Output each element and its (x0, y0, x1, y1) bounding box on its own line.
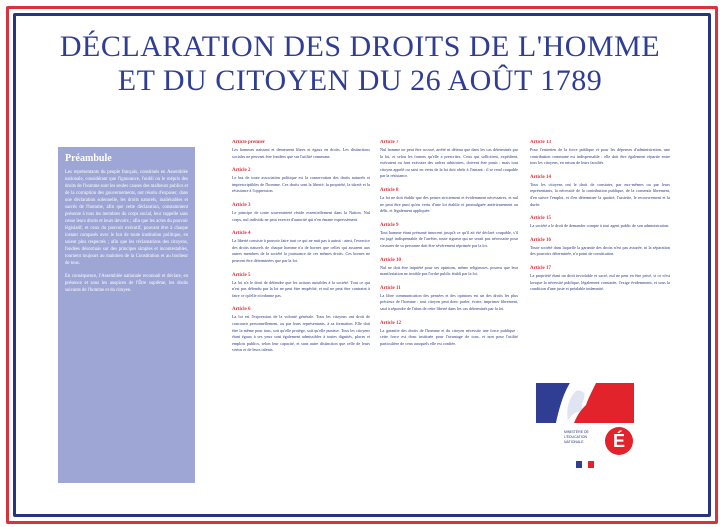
article-text: Le principe de toute souveraineté réside essentiellement dans la Nation. Nul corps, nul individu ne peut exercer d'autorité qui n'en émane expressément. (232, 209, 370, 222)
preamble-paragraph-1: Les représentants du peuple français, constitués en Assemblée nationale, considérant que l'ignorance, l'oubli ou le mépris des droits de l'homme sont les seules causes des malheurs publics et de la corruption des gouvernements, ont résolu d'exposer, dans une déclaration solennelle, les droits naturels, inaliénables et sacrés de l'homme, afin que cette déclaration, constamment présente à tous les membres du corps social, leur rappelle sans cesse leurs droits et leurs devoirs ; afin que les actes du pouvoir législatif, et ceux du pouvoir exécutif, pouvant être à chaque instant comparés avec le but de toute institution politique, en soient plus respectés ; afin que les réclamations des citoyens, fondées désormais sur des principes simples et incontestables, tournent toujours au maintien de la Constitution et au bonheur de tous. (65, 170, 188, 266)
marianne-logo-icon (530, 375, 640, 430)
article-text: La loi n'a le droit de défendre que les actions nuisibles à la société. Tout ce qui n'est pas défendu par la loi ne peut être empêché, et nul ne peut être contraint à faire ce qu'elle n'ordonne pas. (232, 279, 370, 298)
article-heading: Article 11 (380, 285, 401, 291)
article (380, 223, 518, 250)
article (530, 238, 670, 258)
article (380, 286, 518, 313)
article-text: La loi est l'expression de la volonté générale. Tous les citoyens ont droit de concourir personnellement, ou par leurs représentants, à sa formation. Elle doit être la même pour tous, soit qu'elle protège, soit qu'elle punisse. Tous les citoyens étant égaux à ses yeux sont également admissibles à toutes dignités, places et emplois publics, selon leur capacité, et sans autre distinction que celle de leurs vertus et de leurs talents. (232, 314, 370, 353)
preamble-heading: Préambule (65, 153, 112, 164)
article (380, 140, 518, 180)
article-heading: Article 6 (232, 307, 251, 313)
article-heading: Article 5 (232, 272, 251, 278)
article-text: La propriété étant un droit inviolable et sacré, nul ne peut en être privé, si ce n'est lorsque la nécessité publique, légalement constatée, l'exige évidemment, et sous la condition d'une juste et préalable indemnité. (530, 272, 670, 292)
title-line-2: ET DU CITOYEN DU 26 AOÛT 1789 (117, 64, 603, 97)
preamble-paragraph-2: En conséquence, l'Assemblée nationale reconnaît et déclare, en présence et sous les auspices de l'Être suprême, les droits suivants de l'homme et du citoyen. (65, 274, 188, 293)
article-heading: Article 15 (530, 216, 551, 222)
article-text: Les hommes naissent et demeurent libres et égaux en droits. Les distinctions sociales ne peuvent être fondées que sur l'utilité commune. (232, 147, 370, 159)
article (232, 273, 370, 300)
article-text: Le but de toute association politique est la conservation des droits naturels et imprescriptibles de l'homme. Ces droits sont la liberté, la propriété, la sûreté et la résistance à l'oppression. (232, 175, 370, 194)
article (380, 321, 518, 348)
articles-column-2 (380, 140, 518, 355)
article-heading: Article 16 (530, 237, 551, 243)
preamble-box (58, 147, 195, 483)
logo-zone (530, 375, 680, 485)
article (232, 231, 370, 264)
small-french-flag-icon (576, 461, 594, 468)
article (380, 258, 518, 278)
article-heading: Article 10 (380, 257, 401, 263)
education-logo-icon: É (605, 427, 633, 455)
article-text: Nul homme ne peut être accusé, arrêté ni détenu que dans les cas déterminés par la loi, et selon les formes qu'elle a prescrites. Ceux qui sollicitent, expédient, exécutent ou font exécuter des ordres arbitraires, doivent être punis ; mais tout citoyen appelé ou saisi en vertu de la loi doit obéir à l'instant : il se rend coupable par la résistance. (380, 147, 518, 179)
articles-column-1 (232, 140, 370, 362)
article (530, 175, 670, 208)
article (530, 216, 670, 230)
article-text: La liberté consiste à pouvoir faire tout ce qui ne nuit pas à autrui : ainsi, l'exercice des droits naturels de chaque homme n'a de bornes que celles qui assurent aux autres membres de la société la jouissance de ces mêmes droits. Ces bornes ne peuvent être déterminées que par la loi. (232, 238, 370, 263)
article-heading: Article 2 (232, 168, 251, 174)
article-text: Tout homme étant présumé innocent jusqu'à ce qu'il ait été déclaré coupable, s'il est jugé indispensable de l'arrêter, toute rigueur qui ne serait pas nécessaire pour s'assurer de sa personne doit être sévèrement réprimée par la loi. (380, 229, 518, 248)
article (530, 266, 670, 293)
articles-column-3 (530, 140, 670, 301)
article-heading: Article 4 (232, 231, 251, 237)
article (232, 203, 370, 223)
article-heading: Article premier (232, 140, 266, 145)
article-text: La garantie des droits de l'homme et du citoyen nécessite une force publique : cette force est donc instituée pour l'avantage de tous, et non pour l'utilité particulière de ceux auxquels elle est confiée. (380, 327, 518, 346)
article-heading: Article 12 (380, 320, 401, 326)
article (380, 188, 518, 215)
title-line-1: DÉCLARATION DES DROITS DE L'HOMME (59, 30, 661, 63)
article-heading: Article 17 (530, 265, 551, 271)
article-text: La société a le droit de demander compte à tout agent public de son administration. (530, 223, 670, 229)
page-title (20, 30, 700, 98)
article (232, 307, 370, 354)
article-text: Toute société dans laquelle la garantie des droits n'est pas assurée, ni la séparation des pouvoirs déterminée, n'a point de constitution. (530, 244, 670, 257)
article-heading: Article 7 (380, 140, 399, 145)
article-heading: Article 8 (380, 187, 399, 193)
article-heading: Article 9 (380, 222, 399, 228)
article-text: La libre communication des pensées et des opinions est un des droits les plus précieux de l'homme : tout citoyen peut donc parler, écrire, imprimer librement, sauf à répondre de l'abus de cette liberté dans les cas déterminés par la loi. (380, 292, 518, 311)
article (530, 140, 670, 167)
article (232, 140, 370, 160)
article-text: Nul ne doit être inquiété pour ses opinions, même religieuses, pourvu que leur manifestation ne trouble pas l'ordre public établi par la loi. (380, 264, 518, 277)
article-text: Tous les citoyens ont le droit de constater, par eux-mêmes ou par leurs représentants, la nécessité de la contribution publique, de la consentir librement, d'en suivre l'emploi, et d'en déterminer la quotité, l'assiette, le recouvrement et la durée. (530, 181, 670, 207)
article-text: La loi ne doit établir que des peines strictement et évidemment nécessaires, et nul ne peut être puni qu'en vertu d'une loi établie et promulguée antérieurement au délit, et légalement appliquée. (380, 194, 518, 214)
article-heading: Article 14 (530, 174, 551, 180)
ministere-label: MINISTÈRE DE L'ÉDUCATION NATIONALE (564, 430, 589, 444)
article-heading: Article 13 (530, 140, 551, 145)
article (232, 168, 370, 195)
article-text: Pour l'entretien de la force publique et pour les dépenses d'administration, une contribution commune est indispensable : elle doit être également répartie entre tous les citoyens, en raison de leurs facultés. (530, 147, 670, 166)
article-heading: Article 3 (232, 202, 251, 208)
